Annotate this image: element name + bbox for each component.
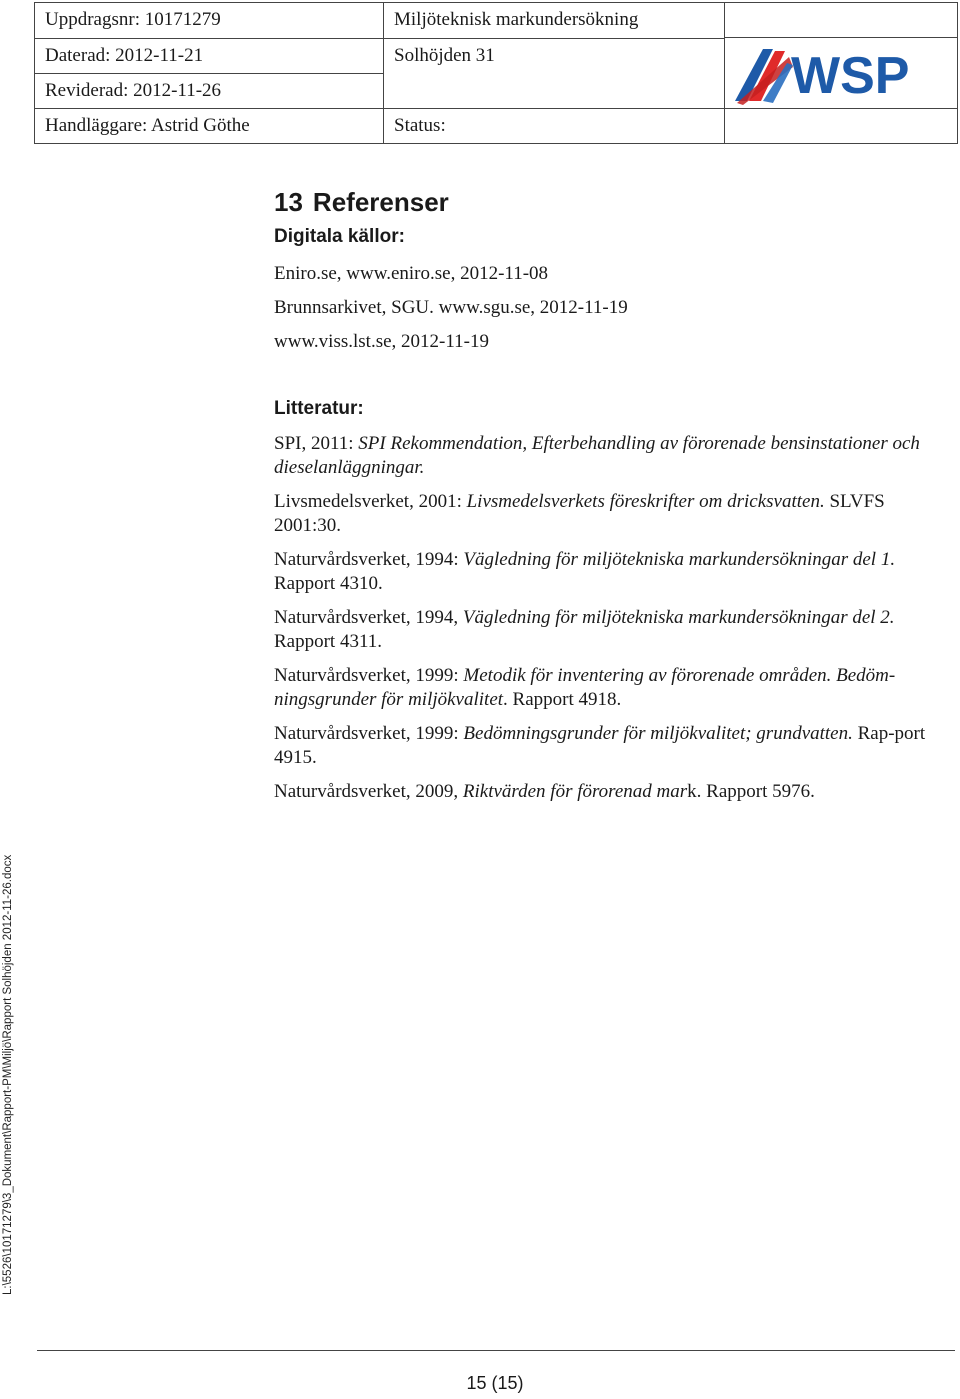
logo-bottom-row (725, 108, 958, 143)
footer-rule (37, 1350, 955, 1351)
assignment-number: Uppdragsnr: 10171279 (45, 9, 221, 30)
ref-author: Livsmedelsverket, 2001: (274, 491, 467, 512)
literature-ref (274, 548, 942, 596)
ref-tail: Rap-port 4915. (274, 723, 926, 768)
wsp-logo-mark-icon (735, 49, 793, 105)
date-created: Daterad: 2012-11-21 (35, 38, 383, 73)
digital-source-item: Brunnsarkivet, SGU. www.sgu.se, 2012-11-19 (274, 297, 628, 318)
file-path-margin (0, 854, 14, 1295)
ref-title: Livsmedelsverkets föreskrifter om dricksvatten. (466, 491, 825, 512)
references-section (274, 182, 942, 804)
wsp-logo-text: WSP (791, 47, 910, 105)
ref-author: Naturvårdsverket, 1994: (274, 549, 464, 570)
literature-ref (274, 432, 942, 480)
ref-title: Vägledning för miljötekniska markundersökningar del 1. (463, 549, 896, 570)
document-header (34, 2, 958, 144)
literature-ref (274, 722, 942, 770)
report-title: Miljöteknisk markundersökning (383, 3, 724, 38)
section-number: 13 (274, 187, 303, 217)
logo-cell (724, 3, 958, 143)
section-heading (274, 182, 942, 222)
digital-source-item: Eniro.se, www.eniro.se, 2012-11-08 (274, 263, 549, 284)
file-path-text: L:\5526\10171279\3_Dokument\Rapport-PM\Miljö\Rapport Solhöjden 2012-11-26.docx (2, 854, 14, 1295)
ref-title: Bedömningsgrunder för miljökvalitet; grundvatten. (463, 723, 853, 744)
status-label: Status: (383, 108, 724, 144)
empty-cell (383, 73, 724, 108)
ref-title: Riktvärden för förorenad mar (462, 781, 688, 802)
ref-title: Metodik för inventering av förorenade områden. Bedöm-ningsgrunder för miljökvalitet (274, 665, 896, 710)
date-revised: Reviderad: 2012-11-26 (35, 73, 383, 108)
literature-ref (274, 780, 942, 804)
digital-sources-heading: Digitala källor: (274, 226, 405, 247)
literature-ref (274, 606, 942, 654)
logo-top-row (725, 3, 958, 38)
page-number: 15 (15) (466, 1373, 524, 1393)
ref-author: Naturvårdsverket, 1999: (274, 665, 464, 686)
ref-tail: Rapport 4310. (274, 573, 383, 594)
ref-title: SPI Rekommendation, Efterbehandling av förorenade bensinstationer och dieselanläggningar. (274, 433, 920, 478)
wsp-logo (733, 43, 923, 105)
ref-tail: Rapport 4311. (274, 631, 383, 652)
ref-author: Naturvårdsverket, 1994, (274, 607, 463, 628)
literature-heading: Litteratur: (274, 398, 364, 419)
literature-ref (274, 490, 942, 538)
ref-tail: SLVFS 2001:30. (274, 491, 885, 536)
ref-tail: . Rapport 4918. (503, 689, 622, 710)
ref-title: Vägledning för miljötekniska markundersökningar del 2. (462, 607, 895, 628)
site-name: Solhöjden 31 (383, 38, 724, 73)
section-title: Referenser (312, 187, 449, 217)
digital-source-item: www.viss.lst.se, 2012-11-19 (274, 331, 489, 352)
ref-author: Naturvårdsverket, 2009, (274, 781, 463, 802)
literature-ref (274, 664, 942, 712)
case-officer: Handläggare: Astrid Göthe (35, 108, 383, 144)
ref-tail: k. Rapport 5976. (687, 781, 815, 802)
ref-author: Naturvårdsverket, 1999: (274, 723, 464, 744)
ref-author: SPI, 2011: (274, 433, 359, 454)
